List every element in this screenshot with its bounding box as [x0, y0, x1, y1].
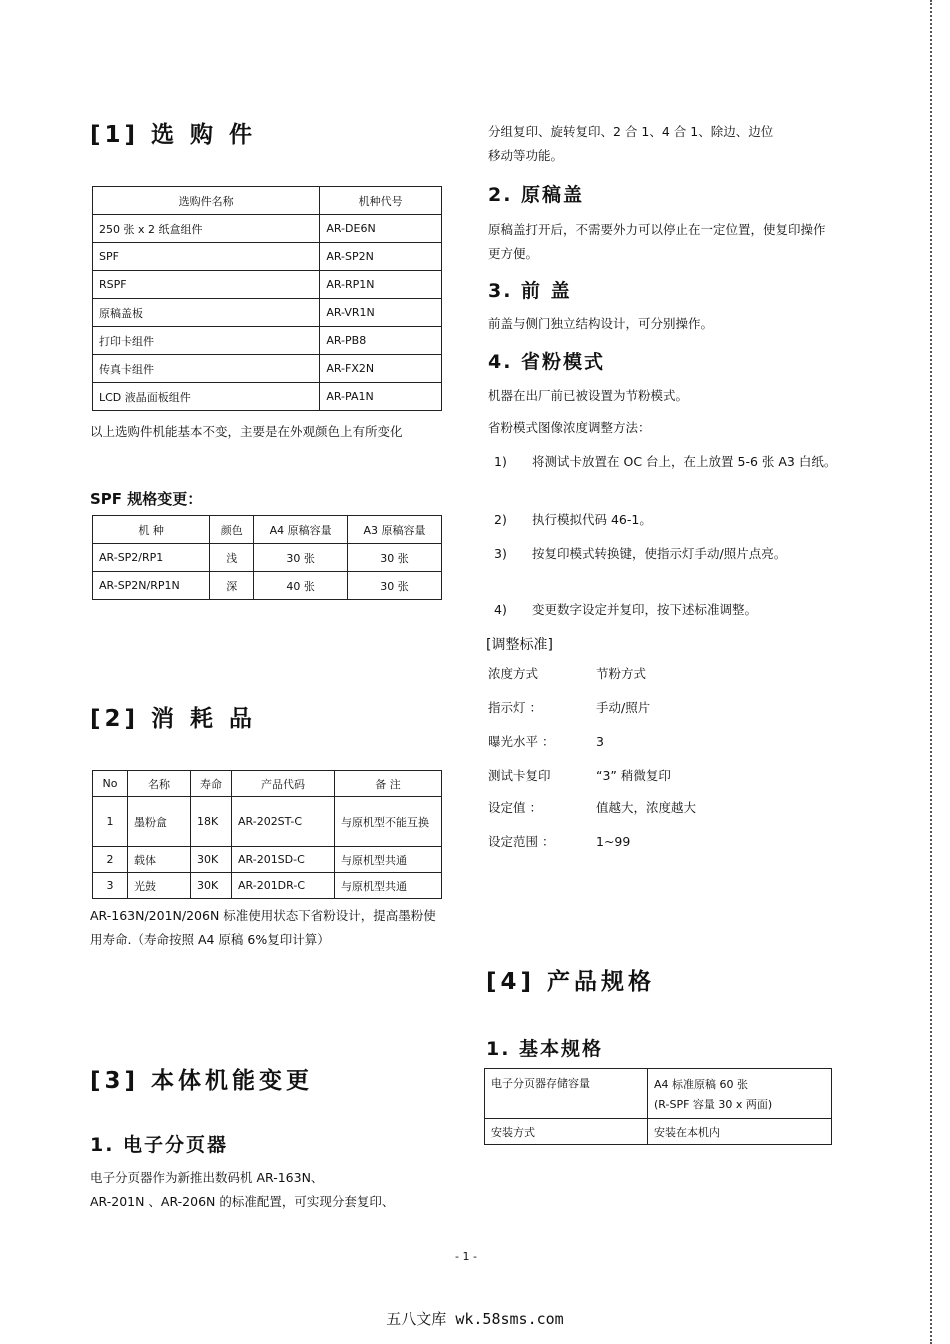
options-header-code: 机种代号 [320, 187, 442, 215]
section-3-title: [3] 本体机能变更 [90, 1068, 314, 1094]
sorter-text-line3: 分组复印、旋转复印、2 合 1、4 合 1、除边、边位 [488, 124, 774, 139]
list-item: 3) 按复印模式转换键，使指示灯手动/照片点亮。 [494, 546, 787, 561]
std-row: 浓度方式 节粉方式 [488, 666, 647, 681]
footer-watermark: 五八文库 wk.58sms.com [386, 1310, 564, 1328]
list-item: 2) 执行模拟代码 46-1。 [494, 512, 652, 527]
std-row: 指示灯 ： 手动/照片 [488, 700, 651, 715]
section-2-title: [2] 消 耗 品 [90, 706, 257, 732]
sub-title-front: 3. 前 盖 [488, 280, 572, 302]
list-item: 4) 变更数字设定并复印，按下述标准调整。 [494, 602, 758, 617]
sub-title-cover: 2. 原稿盖 [488, 184, 585, 206]
sub-title-sorter: 1. 电子分页器 [90, 1134, 229, 1156]
std-title: [调整标准] [486, 637, 553, 653]
table-row: AR-SP2N/RP1N 深 40 张 30 张 [93, 572, 442, 600]
front-text: 前盖与侧门独立结构设计，可分别操作。 [488, 316, 714, 331]
table-row: 250 张 x 2 纸盒组件 AR-DE6N [93, 215, 442, 243]
options-note: 以上选购件机能基本不变，主要是在外观颜色上有所变化 [90, 424, 403, 439]
page-number: - 1 - [455, 1250, 477, 1263]
table-row: 3 光鼓 30K AR-201DR-C 与原机型共通 [93, 873, 442, 899]
cover-text: 原稿盖打开后，不需要外力可以停止在一定位置，使复印操作更方便。 [488, 222, 826, 261]
toner-text-2: 省粉模式图像浓度调整方法： [488, 420, 651, 435]
options-table [92, 186, 442, 411]
consumables-note: AR-163N/201N/206N 标准使用状态下省粉设计，提高墨粉使用寿命.（寿命按照 A4 原稿 6%复印计算） [90, 908, 436, 947]
sorter-text-line2: AR-201N 、AR-206N 的标准配置，可实现分套复印、 [90, 1194, 395, 1209]
table-row: 2 载体 30K AR-201SD-C 与原机型共通 [93, 847, 442, 873]
list-item: 1) 将测试卡放置在 OC 台上，在上放置 5-6 张 A3 白纸。 [494, 454, 837, 469]
sorter-text-line1: 电子分页器作为新推出数码机 AR-163N、 [90, 1170, 324, 1185]
table-row: LCD 液晶面板组件 AR-PA1N [93, 383, 442, 411]
consumables-table: No 名称 寿命 产品代码 备 注 1 墨粉盒 18K AR-202ST-C 与原机型不能互换 2 载体 30K AR-201SD-C 与原机型共通 3 光鼓 30K AR-201DR-C 与原机型共通 [92, 770, 442, 899]
toner-text-1: 机器在出厂前已被设置为节粉模式。 [488, 388, 689, 403]
table-row: 原稿盖板 AR-VR1N [93, 299, 442, 327]
spf-title: SPF 规格变更： [90, 490, 203, 508]
std-row: 设定值 ： 值越大，浓度越大 [488, 800, 697, 815]
sub-title-basic-spec: 1. 基本规格 [486, 1038, 604, 1060]
table-row: 打印卡组件 AR-PB8 [93, 327, 442, 355]
std-row: 曝光水平 ： 3 [488, 734, 604, 749]
spec-table [484, 1068, 832, 1145]
spf-table: 机 种 颜色 A4 原稿容量 A3 原稿容量 AR-SP2/RP1 浅 30 张 30 张 AR-SP2N/RP1N 深 40 张 30 张 [92, 515, 442, 600]
sorter-text-line4: 移动等功能。 [488, 148, 564, 163]
table-row: 电子分页器存储容量 A4 标准原稿 60 张 (R-SPF 容量 30 x 两面) [485, 1069, 832, 1119]
section-1-title: [1] 选 购 件 [90, 122, 257, 148]
table-row: 传真卡组件 AR-FX2N [93, 355, 442, 383]
std-row: 测试卡复印 “3” 稍微复印 [488, 768, 671, 783]
table-row: AR-SP2/RP1 浅 30 张 30 张 [93, 544, 442, 572]
std-row: 设定范围 ： 1~99 [488, 834, 631, 849]
table-row: 安装方式 安装在本机内 [485, 1119, 832, 1145]
sub-title-toner: 4. 省粉模式 [488, 351, 606, 373]
scan-edge [930, 0, 935, 1344]
table-row: SPF AR-SP2N [93, 243, 442, 271]
section-4-title: [4] 产品规格 [486, 969, 656, 995]
table-row: 1 墨粉盒 18K AR-202ST-C 与原机型不能互换 [93, 797, 442, 847]
table-row: RSPF AR-RP1N [93, 271, 442, 299]
options-header-name: 选购件名称 [93, 187, 320, 215]
